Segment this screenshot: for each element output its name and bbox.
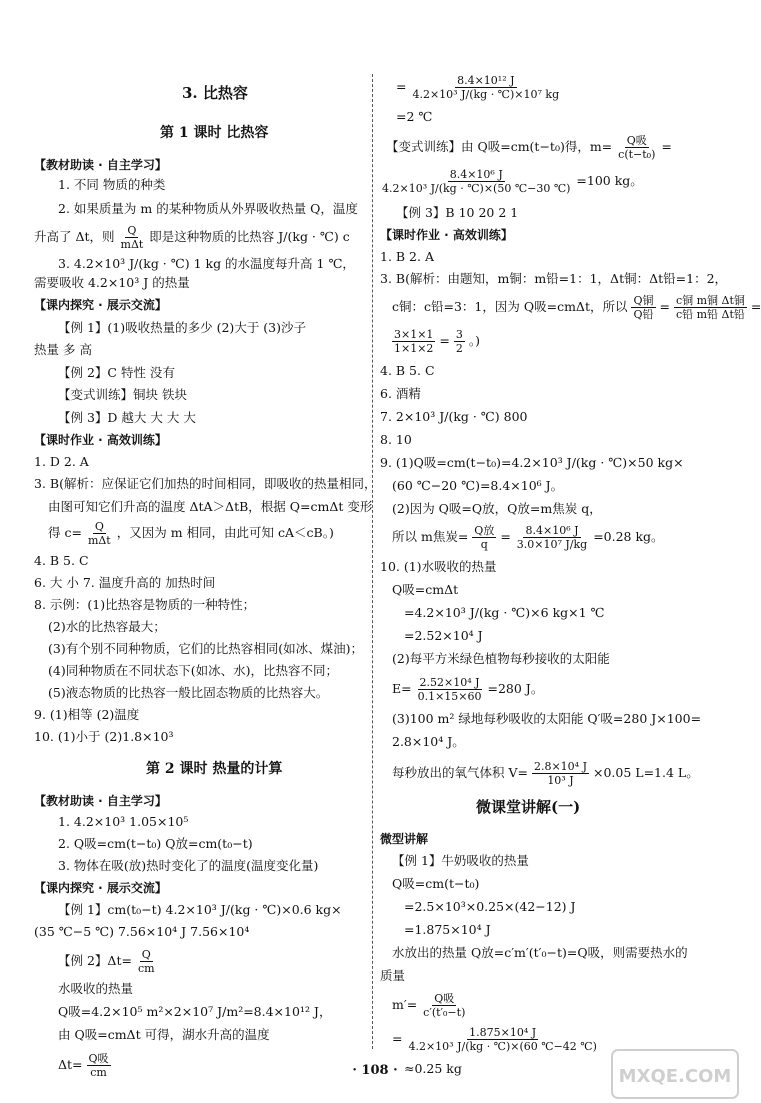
section-title: 3. 比热容 <box>182 84 248 102</box>
answer-line: 7. 2×10³ J/(kg · ℃) 800 <box>380 409 528 424</box>
heading-explore: 【课内探究 · 展示交流】 <box>34 881 167 895</box>
answer-line: (60 ℃−20 ℃)=8.4×10⁶ J。 <box>392 478 564 493</box>
example-line: 【例 3】D 越大 大 大 大 <box>58 410 196 425</box>
text: =100 kg。 <box>576 173 643 188</box>
heading-homework: 【课时作业 · 高效训练】 <box>34 433 167 447</box>
numerator: 2.52×10⁴ J <box>419 676 480 689</box>
answer-line <box>48 520 334 547</box>
denominator: c(t−t₀) <box>618 148 656 161</box>
watermark-text: MXQE.COM <box>618 1066 732 1087</box>
fraction <box>454 328 465 355</box>
heading-explore: 【课内探究 · 展示交流】 <box>34 298 167 312</box>
answer-line: 8. 示例：(1)比热容是物质的一种特性； <box>34 597 256 612</box>
answer-line: 9. (1)Q吸=cm(t−t₀)=4.2×10³ J/(kg · ℃)×50 kg× <box>380 455 684 470</box>
answer-line: (2)因为 Q吸=Q放，Q放=m焦炭 q， <box>392 501 602 516</box>
answer-line: 1. B 2. A <box>380 249 434 264</box>
text: 【变式训练】由 Q吸=cm(t−t₀)得，m= <box>386 139 613 154</box>
answer-line: 10. (1)小于 (2)1.8×10³ <box>34 729 174 744</box>
denominator: 1×1×2 <box>394 342 434 355</box>
answer-line: 3. B(解析：由题知，m铜：m铅=1：1，Δt铜：Δt铅=1：2， <box>380 271 728 286</box>
fraction <box>421 992 467 1019</box>
numerator: Q铜 <box>633 294 654 307</box>
fraction <box>515 524 589 551</box>
answer-line: Q吸=cm(t−t₀) <box>392 876 480 891</box>
lesson-1-title: 第 1 课时 比热容 <box>160 125 269 141</box>
answer-line: 1. D 2. A <box>34 454 89 469</box>
example-line: 【例 1】(1)吸收热量的多少 (2)大于 (3)沙子 <box>58 320 306 335</box>
text: = <box>500 529 511 544</box>
denominator: 0.1×15×60 <box>417 690 482 703</box>
numerator: 1.875×10⁴ J <box>469 1026 537 1039</box>
denominator: c′(t′₀−t) <box>423 1006 466 1019</box>
text: = <box>659 299 670 314</box>
example-line: (35 ℃−5 ℃) 7.56×10⁴ J 7.56×10⁴ <box>34 924 250 939</box>
fraction <box>416 676 484 703</box>
answer-line <box>392 524 664 551</box>
denominator: Q铅 <box>633 308 654 321</box>
answer-line: 9. (1)相等 (2)温度 <box>34 707 140 722</box>
answer-line: 质量 <box>380 968 406 983</box>
answer-line: 由图可知它们升高的温度 ΔtA＞ΔtB，根据 Q=cmΔt 变形 <box>48 499 373 514</box>
answer-line: (3)有个别不同种物质，它们的比热容相同(如冰、煤油)； <box>48 641 363 656</box>
text: 【例 2】Δt= <box>58 953 132 968</box>
answer-line: =2.52×10⁴ J <box>404 628 483 643</box>
fraction <box>616 134 657 161</box>
example-line: 热量 多 高 <box>34 342 92 357</box>
numerator: 3×1×1 <box>394 328 434 341</box>
denominator: cm <box>137 962 155 975</box>
text: 每秒放出的氧气体积 V= <box>392 765 528 780</box>
micro-lecture-title: 微课堂讲解(一) <box>476 798 581 816</box>
answer-line <box>392 676 543 703</box>
fraction <box>406 1026 598 1053</box>
answer-line: =2.5×10³×0.25×(42−12) J <box>404 899 576 914</box>
answer-line: 10. (1)水吸收的热量 <box>380 559 497 574</box>
answer-line: 6. 酒精 <box>380 386 421 401</box>
text: = <box>661 139 672 154</box>
answer-line: =1.875×10⁴ J <box>404 922 491 937</box>
example-line: 【变式训练】铜块 铁块 <box>58 387 187 402</box>
answer-line: 8. 10 <box>380 432 412 447</box>
text: = <box>439 333 450 348</box>
example-line: 【例 3】B 10 20 2 1 <box>396 205 519 220</box>
answer-line: 2. 如果质量为 m 的某种物质从外界吸收热量 Q，温度 <box>58 201 358 216</box>
text: =280 J。 <box>487 681 544 696</box>
denominator: 2 <box>455 342 463 355</box>
answer-line: 3. 4.2×10³ J/(kg · ℃) 1 kg 的水温度每升高 1 ℃， <box>58 256 355 271</box>
answer-line: 1. 4.2×10³ 1.05×10⁵ <box>58 814 189 829</box>
denominator: cm <box>90 1066 107 1079</box>
numerator: Q吸 <box>626 134 647 147</box>
answer-line <box>392 328 480 355</box>
denominator: mΔt <box>87 534 111 547</box>
text: c铜：c铅=3：1，因为 Q吸=cmΔt，所以 <box>392 299 628 314</box>
denominator: 3.0×10⁷ J/kg <box>516 538 588 551</box>
numerator: 2.8×10⁴ J <box>533 760 587 773</box>
answer-line: 2. Q吸=cm(t−t₀) Q放=cm(t₀−t) <box>58 836 253 851</box>
numerator: Q <box>127 224 137 237</box>
denominator: 4.2×10³ J/(kg · ℃)×(50 ℃−30 ℃) <box>382 182 571 195</box>
answer-line <box>396 74 561 101</box>
watermark-logo <box>610 1048 740 1100</box>
answer-line: 2.8×10⁴ J。 <box>392 734 465 749</box>
fraction <box>136 948 157 975</box>
text: = <box>750 299 761 314</box>
answer-line <box>386 134 672 161</box>
answer-line: 水吸收的热量 <box>58 981 134 996</box>
fraction <box>392 328 435 355</box>
answer-line <box>392 992 467 1019</box>
column-divider <box>372 74 373 1049</box>
numerator: Q <box>141 948 151 961</box>
heading-read: 【教材助读 · 自主学习】 <box>34 158 167 172</box>
answer-line: Q吸=4.2×10⁵ m²×2×10⁷ J/m²=8.4×10¹² J， <box>58 1004 332 1019</box>
numerator: Q吸 <box>434 992 455 1005</box>
example-line: 【例 1】牛奶吸收的热量 <box>392 853 529 868</box>
fraction <box>410 74 561 101</box>
numerator: Q <box>94 520 104 533</box>
micro-lecture-subtitle: 微型讲解 <box>380 832 429 846</box>
answer-line <box>392 760 699 787</box>
numerator: Q吸 <box>88 1052 109 1065</box>
answer-line: 4. B 5. C <box>380 363 435 378</box>
denominator: c铅 m铅 Δt铅 <box>675 308 745 321</box>
numerator: Q放 <box>474 524 495 537</box>
lesson-2-title: 第 2 课时 热量的计算 <box>146 761 283 777</box>
numerator: 3 <box>455 328 463 341</box>
answer-line: (2)水的比热容最大； <box>48 619 166 634</box>
denominator: mΔt <box>120 238 144 251</box>
denominator: q <box>480 538 488 551</box>
answer-line: =4.2×10³ J/(kg · ℃)×6 kg×1 ℃ <box>404 605 605 620</box>
text: = <box>392 1031 403 1046</box>
answer-line: 6. 大 小 7. 温度升高的 加热时间 <box>34 575 216 590</box>
example-line: 【例 1】cm(t₀−t) 4.2×10³ J/(kg · ℃)×0.6 kg× <box>58 902 342 917</box>
answer-line: (2)每平方米绿色植物每秒接收的太阳能 <box>392 651 610 666</box>
answer-line: 3. 物体在吸(放)热时变化了的温度(温度变化量) <box>58 858 319 873</box>
text: Δt= <box>58 1057 83 1072</box>
fraction <box>674 294 747 321</box>
text: ×0.05 L=1.4 L。 <box>592 765 699 780</box>
numerator: c铜 m铜 Δt铜 <box>675 294 745 307</box>
heading-read: 【教材助读 · 自主学习】 <box>34 794 167 808</box>
text: m′= <box>392 997 418 1012</box>
answer-line: 水放出的热量 Q放=c′m′(t′₀−t)=Q吸，则需要热水的 <box>392 945 688 960</box>
answer-line <box>392 294 761 321</box>
denominator: 10³ J <box>547 774 574 787</box>
answer-line: 4. B 5. C <box>34 553 89 568</box>
answer-line <box>380 168 643 195</box>
denominator: 4.2×10³ J/(kg · ℃)×10⁷ kg <box>412 88 560 101</box>
fraction <box>119 224 146 251</box>
answer-line: (3)100 m² 绿地每秒吸收的太阳能 Q′吸=280 J×100= <box>392 711 702 726</box>
fraction <box>86 520 113 547</box>
example-line <box>58 948 157 975</box>
fraction <box>532 760 589 787</box>
answer-line: 1. 不同 物质的种类 <box>58 177 166 192</box>
page-number: · 108 · <box>352 1063 398 1078</box>
answer-line: =2 ℃ <box>396 109 433 124</box>
denominator: 4.2×10³ J/(kg · ℃)×(60 ℃−42 ℃) <box>408 1040 597 1053</box>
fraction <box>380 168 572 195</box>
fraction <box>472 524 496 551</box>
heading-homework: 【课时作业 · 高效训练】 <box>380 228 513 242</box>
numerator: 8.4×10⁶ J <box>525 524 579 537</box>
numerator: 8.4×10¹² J <box>457 74 515 87</box>
answer-line: 需要吸收 4.2×10³ J 的热量 <box>34 275 190 290</box>
answer-line: 由 Q吸=cmΔt 可得，湖水升高的温度 <box>58 1027 270 1042</box>
text: =0.28 kg。 <box>593 529 664 544</box>
answer-line: (5)液态物质的比热容一般比固态物质的比热容大。 <box>48 685 329 700</box>
numerator: 8.4×10⁶ J <box>449 168 503 181</box>
answer-line: (4)同种物质在不同状态下(如冰、水)，比热容不同； <box>48 663 338 678</box>
text: ，又因为 m 相同，由此可知 cA＜cB。) <box>116 525 334 540</box>
answer-line: ≈0.25 kg <box>404 1061 462 1076</box>
text: 即是这种物质的比热容 J/(kg · ℃) c <box>149 229 350 244</box>
text: 升高了 Δt，则 <box>34 229 115 244</box>
text: = <box>396 79 407 94</box>
text: 所以 m焦炭= <box>392 529 469 544</box>
answer-line <box>392 1026 599 1053</box>
answer-line: 3. B(解析：应保证它们加热的时间相同，即吸收的热量相同， <box>34 476 377 491</box>
answer-line: Q吸=cmΔt <box>392 582 459 597</box>
fraction <box>631 294 655 321</box>
example-line: 【例 2】C 特性 没有 <box>58 365 175 380</box>
answer-line <box>34 224 350 251</box>
text: 得 c= <box>48 525 82 540</box>
text: 。) <box>468 333 481 348</box>
text: E= <box>392 681 412 696</box>
